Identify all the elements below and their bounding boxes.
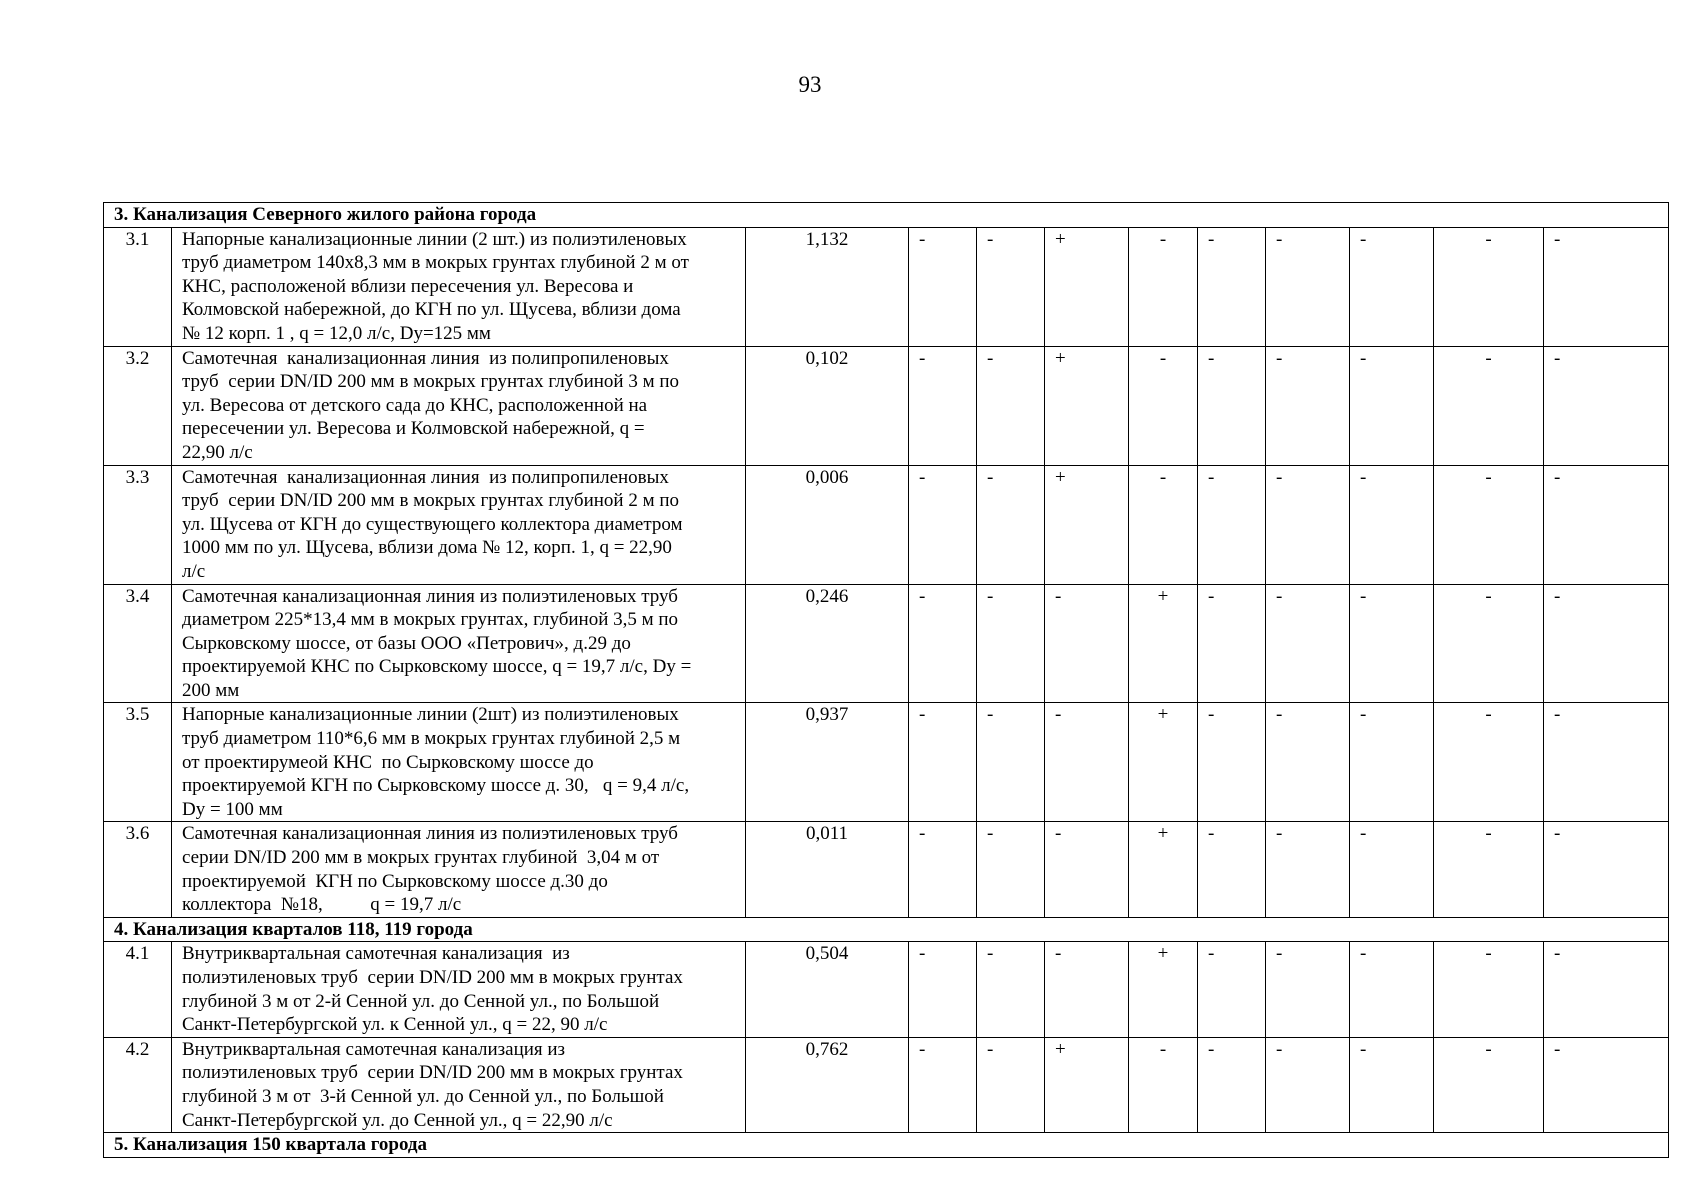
stage-mark-2: -	[977, 942, 1045, 1037]
row-length-value: 0,246	[746, 584, 909, 703]
stage-mark-4: -	[1129, 227, 1198, 346]
description-line: Самотечная канализационная линия из полипропиленовых	[182, 466, 669, 488]
stage-mark-7: -	[1350, 346, 1434, 465]
stage-mark-1: -	[909, 584, 977, 703]
sewer-lines-table	[103, 202, 1669, 1158]
description-line: 1000 мм по ул. Щусева, вблизи дома № 12, корп. 1, q = 22,90	[182, 537, 672, 559]
stage-mark-5: -	[1198, 822, 1266, 917]
stage-mark-1: -	[909, 942, 977, 1037]
stage-mark-5: -	[1198, 227, 1266, 346]
description-line: ул. Щусева от КГН до существующего коллектора диаметром	[182, 513, 683, 535]
row-number: 3.6	[104, 822, 172, 917]
row-number: 4.1	[104, 942, 172, 1037]
description-line: ул. Вересова от детского сада до КНС, расположенной на	[182, 394, 648, 416]
description-line: труб серии DN/ID 200 мм в мокрых грунтах глубиной 3 м по	[182, 371, 680, 393]
table-row	[104, 465, 1669, 584]
stage-mark-4: -	[1129, 346, 1198, 465]
description-line: 200 мм	[182, 679, 240, 701]
stage-mark-1: -	[909, 822, 977, 917]
stage-mark-6: -	[1266, 346, 1350, 465]
description-line: Самотечная канализационная линия из полипропиленовых	[182, 347, 669, 369]
stage-mark-5: -	[1198, 1037, 1266, 1132]
row-number: 3.3	[104, 465, 172, 584]
description-line: Сырковскому шоссе, от базы ООО «Петрович», д.29 до	[182, 632, 631, 654]
stage-mark-5: -	[1198, 465, 1266, 584]
stage-mark-8: -	[1434, 227, 1544, 346]
stage-mark-9: -	[1544, 1037, 1669, 1132]
section-header-row	[104, 203, 1669, 228]
stage-mark-3: -	[1045, 584, 1129, 703]
section-title: 5. Канализация 150 квартала города	[104, 1133, 1669, 1158]
stage-mark-9: -	[1544, 584, 1669, 703]
stage-mark-7: -	[1350, 942, 1434, 1037]
stage-mark-6: -	[1266, 703, 1350, 822]
description-line: труб диаметром 140х8,3 мм в мокрых грунтах глубиной 2 м от	[182, 252, 689, 274]
stage-mark-2: -	[977, 822, 1045, 917]
stage-mark-6: -	[1266, 942, 1350, 1037]
stage-mark-2: -	[977, 465, 1045, 584]
table-row	[104, 346, 1669, 465]
stage-mark-9: -	[1544, 346, 1669, 465]
stage-mark-2: -	[977, 227, 1045, 346]
description-line: пересечении ул. Вересова и Колмовской набережной, q =	[182, 418, 645, 440]
table-row	[104, 703, 1669, 822]
stage-mark-7: -	[1350, 227, 1434, 346]
row-length-value: 0,504	[746, 942, 909, 1037]
stage-mark-1: -	[909, 227, 977, 346]
stage-mark-3: -	[1045, 942, 1129, 1037]
stage-mark-3: +	[1045, 1037, 1129, 1132]
table-row	[104, 584, 1669, 703]
section-title: 3. Канализация Северного жилого района города	[104, 203, 1669, 228]
stage-mark-7: -	[1350, 822, 1434, 917]
row-length-value: 0,102	[746, 346, 909, 465]
row-description	[172, 822, 746, 917]
description-line: труб диаметром 110*6,6 мм в мокрых грунтах глубиной 2,5 м	[182, 728, 681, 750]
row-length-value: 0,011	[746, 822, 909, 917]
stage-mark-8: -	[1434, 942, 1544, 1037]
description-line: Внутриквартальная самотечная канализация из	[182, 1038, 566, 1060]
stage-mark-1: -	[909, 703, 977, 822]
description-line: глубиной 3 м от 3-й Сенной ул. до Сенной ул., по Большой	[182, 1085, 664, 1107]
stage-mark-9: -	[1544, 822, 1669, 917]
stage-mark-5: -	[1198, 584, 1266, 703]
description-line: Внутриквартальная самотечная канализация из	[182, 943, 570, 965]
description-line: Колмовской набережной, до КГН по ул. Щусева, вблизи дома	[182, 299, 681, 321]
row-number: 4.2	[104, 1037, 172, 1132]
stage-mark-1: -	[909, 346, 977, 465]
description-line: КНС, расположеной вблизи пересечения ул. Вересова и	[182, 275, 634, 297]
description-line: серии DN/ID 200 мм в мокрых грунтах глубиной 3,04 м от	[182, 847, 660, 869]
stage-mark-9: -	[1544, 703, 1669, 822]
stage-mark-8: -	[1434, 584, 1544, 703]
stage-mark-8: -	[1434, 703, 1544, 822]
stage-mark-4: +	[1129, 584, 1198, 703]
stage-mark-6: -	[1266, 584, 1350, 703]
stage-mark-2: -	[977, 584, 1045, 703]
description-line: от проектирумеой КНС по Сырковскому шоссе до	[182, 751, 594, 773]
description-line: 22,90 л/с	[182, 441, 253, 463]
stage-mark-7: -	[1350, 703, 1434, 822]
description-line: Санкт-Петербургской ул. к Сенной ул., q = 22, 90 л/с	[182, 1014, 608, 1036]
stage-mark-3: -	[1045, 703, 1129, 822]
description-line: полиэтиленовых труб серии DN/ID 200 мм в мокрых грунтах	[182, 967, 683, 988]
row-description	[172, 1037, 746, 1132]
stage-mark-6: -	[1266, 227, 1350, 346]
stage-mark-6: -	[1266, 822, 1350, 917]
stage-mark-6: -	[1266, 1037, 1350, 1132]
description-line: Напорные канализационные линии (2шт) из полиэтиленовых	[182, 704, 679, 726]
stage-mark-9: -	[1544, 942, 1669, 1037]
stage-mark-4: +	[1129, 703, 1198, 822]
description-line: полиэтиленовых труб серии DN/ID 200 мм в мокрых грунтах	[182, 1062, 683, 1084]
stage-mark-1: -	[909, 465, 977, 584]
stage-mark-2: -	[977, 703, 1045, 822]
row-description	[172, 465, 746, 584]
stage-mark-3: +	[1045, 346, 1129, 465]
stage-mark-2: -	[977, 1037, 1045, 1132]
stage-mark-9: -	[1544, 465, 1669, 584]
description-line: проектируемой КГН по Сырковскому шоссе д. 30, q = 9,4 л/с,	[182, 775, 690, 797]
description-line: труб серии DN/ID 200 мм в мокрых грунтах глубиной 2 м по	[182, 490, 680, 512]
stage-mark-5: -	[1198, 942, 1266, 1037]
row-length-value: 0,762	[746, 1037, 909, 1132]
description-line: Самотечная канализационная линия из полиэтиленовых труб	[182, 585, 678, 607]
row-number: 3.4	[104, 584, 172, 703]
section-title: 4. Канализация кварталов 118, 119 города	[104, 917, 1669, 942]
row-description	[172, 227, 746, 346]
description-line: диаметром 225*13,4 мм в мокрых грунтах, глубиной 3,5 м по	[182, 609, 679, 631]
stage-mark-9: -	[1544, 227, 1669, 346]
description-line: проектируемой КГН по Сырковскому шоссе д.30 до	[182, 870, 608, 892]
description-line: Напорные канализационные линии (2 шт.) из полиэтиленовых	[182, 228, 687, 250]
description-line: л/с	[182, 560, 206, 582]
description-line: коллектора №18, q = 19,7 л/с	[182, 894, 462, 916]
stage-mark-3: -	[1045, 822, 1129, 917]
stage-mark-3: +	[1045, 227, 1129, 346]
row-length-value: 0,937	[746, 703, 909, 822]
row-description	[172, 942, 746, 1037]
stage-mark-7: -	[1350, 584, 1434, 703]
stage-mark-8: -	[1434, 822, 1544, 917]
stage-mark-7: -	[1350, 1037, 1434, 1132]
stage-mark-3: +	[1045, 465, 1129, 584]
description-line: Dy = 100 мм	[182, 798, 283, 820]
section-header-row	[104, 917, 1669, 942]
stage-mark-4: -	[1129, 465, 1198, 584]
stage-mark-4: -	[1129, 1037, 1198, 1132]
stage-mark-1: -	[909, 1037, 977, 1132]
section-header-row	[104, 1133, 1669, 1158]
description-line: Самотечная канализационная линия из полиэтиленовых труб	[182, 823, 678, 845]
table-row	[104, 822, 1669, 917]
row-length-value: 0,006	[746, 465, 909, 584]
stage-mark-4: +	[1129, 942, 1198, 1037]
stage-mark-5: -	[1198, 346, 1266, 465]
stage-mark-5: -	[1198, 703, 1266, 822]
row-description	[172, 584, 746, 703]
row-number: 3.2	[104, 346, 172, 465]
table-row	[104, 227, 1669, 346]
row-number: 3.5	[104, 703, 172, 822]
page-number: 93	[798, 72, 822, 97]
row-description	[172, 703, 746, 822]
row-length-value: 1,132	[746, 227, 909, 346]
stage-mark-6: -	[1266, 465, 1350, 584]
table-row	[104, 942, 1669, 1037]
stage-mark-7: -	[1350, 465, 1434, 584]
description-line: Санкт-Петербургской ул. до Сенной ул., q = 22,90 л/с	[182, 1109, 613, 1131]
row-number: 3.1	[104, 227, 172, 346]
stage-mark-2: -	[977, 346, 1045, 465]
stage-mark-8: -	[1434, 346, 1544, 465]
description-line: № 12 корп. 1 , q = 12,0 л/с, Dy=125 мм	[182, 322, 491, 344]
description-line: глубиной 3 м от 2-й Сенной ул. до Сенной ул., по Большой	[182, 990, 660, 1012]
stage-mark-8: -	[1434, 1037, 1544, 1132]
table-row	[104, 1037, 1669, 1132]
row-description	[172, 346, 746, 465]
stage-mark-4: +	[1129, 822, 1198, 917]
description-line: проектируемой КНС по Сырковскому шоссе, q = 19,7 л/с, Dy =	[182, 656, 692, 678]
stage-mark-8: -	[1434, 465, 1544, 584]
